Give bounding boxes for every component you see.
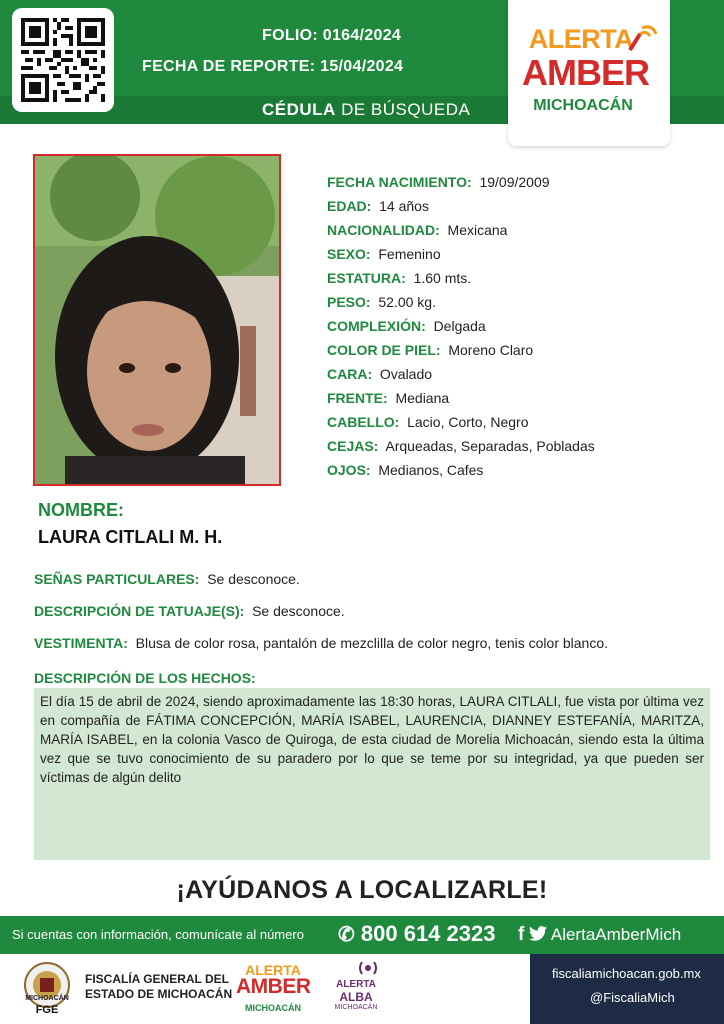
fge-name (85, 972, 232, 1002)
detail-value: Delgada (433, 318, 486, 334)
detail-label: CABELLO: (327, 414, 400, 430)
tattoo-description-value: Se desconoce. (252, 603, 345, 619)
website-link[interactable]: fiscaliamichoacan.gob.mx (552, 966, 701, 981)
detail-label: CEJAS: (327, 438, 379, 454)
detail-value: Arqueadas, Separadas, Pobladas (385, 438, 595, 454)
detail-nationality (327, 222, 507, 238)
document-title-rest: DE BÚSQUEDA (341, 100, 471, 119)
detail-age (327, 198, 429, 214)
report-date-value: 15/04/2024 (320, 58, 404, 75)
folio (262, 27, 401, 45)
facts-description: El día 15 de abril de 2024, siendo aproximadamente las 18:30 horas, LAURA CITLALI, fue vista por última vez en compañía de FÁTIMA CONCEPCIÓN, MARÍA ISABEL, LAURENCIA, DIANNEY ESTEFANÍA, MARITZA, MARÍA ISABEL, en la colonia Vasco de Quiroga, de esta ciudad de Morelia Michoacán, siendo esta la última vez que se tuvo conocimiento de su paradero por lo que se teme por su integridad, ya que pueden ser víctimas de algún delito (34, 688, 710, 860)
detail-label: FECHA NACIMIENTO: (327, 174, 472, 190)
detail-value: Femenino (378, 246, 441, 262)
clothing (34, 635, 608, 651)
twitter-icon (529, 926, 547, 941)
amber-logo-line3: MICHOACÁN (533, 97, 633, 114)
portrait-image (35, 156, 279, 484)
twitter-handle-link[interactable]: @FiscaliaMich (590, 990, 675, 1005)
detail-label: PESO: (327, 294, 371, 310)
contact-text: Si cuentas con información, comunícate al número (12, 927, 304, 942)
detail-forehead (327, 390, 449, 406)
phone-number-value: 800 614 2323 (360, 921, 496, 946)
detail-hair (327, 414, 529, 430)
distinguishing-marks-value: Se desconoce. (207, 571, 300, 587)
detail-label: FRENTE: (327, 390, 388, 406)
detail-label: OJOS: (327, 462, 371, 478)
alba-line1: ALERTA (336, 979, 376, 990)
facebook-icon: f (518, 924, 525, 945)
report-date-label: FECHA DE REPORTE: (142, 58, 316, 75)
qr-code[interactable] (12, 8, 114, 112)
folio-value: 0164/2024 (322, 27, 402, 44)
fge-seal-top: MICHOACÁN (25, 995, 69, 1002)
name-label: NOMBRE: (38, 500, 124, 520)
alba-line2: ALBA (339, 990, 373, 1004)
detail-label: COLOR DE PIEL: (327, 342, 441, 358)
alba-line3: MICHOACÁN (334, 1004, 378, 1011)
detail-value: 1.60 mts. (413, 270, 472, 286)
facts-label: DESCRIPCIÓN DE LOS HECHOS: (34, 670, 256, 686)
detail-height (327, 270, 471, 286)
detail-value: 52.00 kg. (378, 294, 436, 310)
call-to-action: ¡AYÚDANOS A LOCALIZARLE! (176, 876, 548, 904)
alba-signal-icon (356, 958, 380, 978)
phone-icon: ✆ (338, 924, 355, 946)
detail-eyes (327, 462, 483, 478)
detail-value: 14 años (379, 198, 429, 214)
social-handle[interactable] (518, 924, 681, 946)
detail-label: EDAD: (327, 198, 372, 214)
document-title-bold: CÉDULA (262, 100, 336, 119)
detail-value: Moreno Claro (448, 342, 534, 358)
detail-birthdate (327, 174, 550, 190)
footer-amber-line1: ALERTA (245, 962, 301, 978)
detail-face (327, 366, 432, 382)
distinguishing-marks-label: SEÑAS PARTICULARES: (34, 571, 200, 587)
phone-number[interactable] (338, 921, 495, 947)
detail-value: Medianos, Cafes (378, 462, 484, 478)
tattoo-description (34, 603, 345, 619)
detail-value: Mexicana (447, 222, 508, 238)
qr-code-icon (21, 17, 105, 103)
amber-alert-logo (508, 0, 670, 146)
detail-label: COMPLEXIÓN: (327, 318, 426, 334)
detail-build (327, 318, 486, 334)
detail-weight (327, 294, 436, 310)
person-name: LAURA CITLALI M. H. (38, 527, 223, 547)
footer-amber-line3: MICHOACÁN (245, 1003, 301, 1013)
social-handle-value: AlertaAmberMich (550, 925, 682, 944)
clothing-value: Blusa de color rosa, pantalón de mezclilla de color negro, tenis color blanco. (135, 635, 609, 651)
detail-eyebrows (327, 438, 595, 454)
footer-contact-panel (530, 954, 724, 1024)
clothing-label: VESTIMENTA: (34, 635, 128, 651)
document-title (262, 100, 470, 120)
detail-label: NACIONALIDAD: (327, 222, 440, 238)
detail-skin-color (327, 342, 533, 358)
fge-name-line1: FISCALÍA GENERAL DEL (85, 972, 230, 986)
detail-sex (327, 246, 441, 262)
tattoo-description-label: DESCRIPCIÓN DE TATUAJE(S): (34, 603, 245, 619)
footer-amber-line2: AMBER (236, 975, 311, 998)
detail-label: ESTATURA: (327, 270, 406, 286)
detail-value: Lacio, Corto, Negro (407, 414, 529, 430)
detail-label: CARA: (327, 366, 373, 382)
detail-label: SEXO: (327, 246, 371, 262)
detail-value: Ovalado (379, 366, 433, 382)
amber-logo-line1: ALERTA (528, 24, 634, 54)
amber-logo-line2: AMBER (522, 52, 649, 93)
distinguishing-marks (34, 571, 300, 587)
folio-label: FOLIO: (262, 27, 319, 44)
detail-value: Mediana (395, 390, 450, 406)
detail-value: 19/09/2009 (479, 174, 550, 190)
fge-seal-bottom: FGE (35, 1004, 59, 1016)
fge-name-line2: ESTADO DE MICHOACÁN (85, 987, 233, 1001)
signal-waves-icon (626, 24, 658, 54)
report-date (142, 58, 403, 76)
missing-person-photo (33, 154, 281, 486)
